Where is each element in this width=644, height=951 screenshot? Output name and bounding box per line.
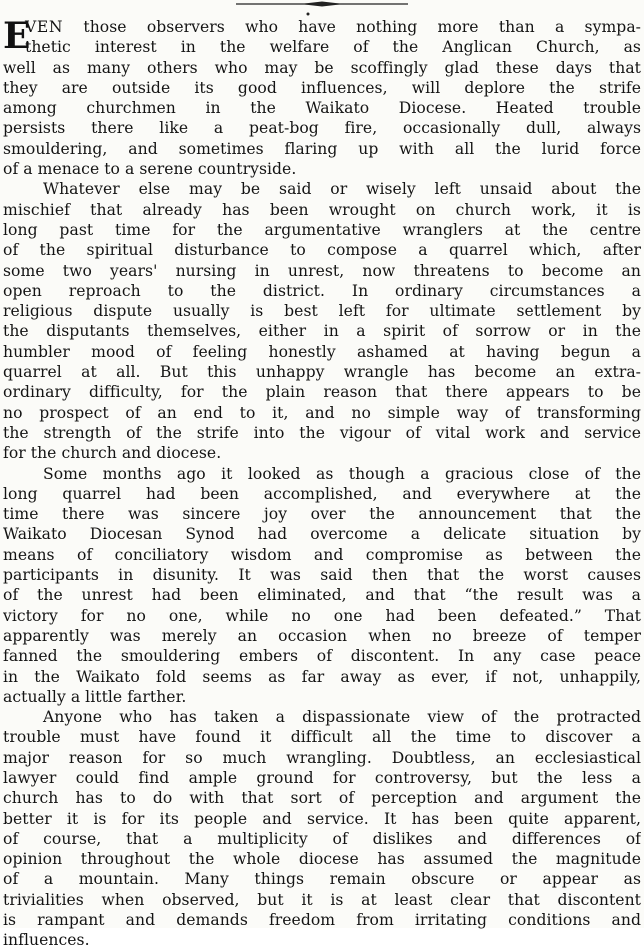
- article-line: Whatever else may be said or wisely left unsaid about the: [43, 180, 641, 199]
- article-line: better it is for its people and service. It has been quite apparent,: [3, 809, 641, 828]
- article-line: Anyone who has taken a dispassionate view of the protracted: [43, 708, 641, 727]
- article-line: Waikato Diocesan Synod had overcome a delicate situation by: [3, 525, 641, 544]
- article-line: lawyer could find ample ground for controversy, but the less a: [3, 768, 641, 787]
- article-line: church has to do with that sort of perception and argument the: [3, 789, 641, 808]
- article-line: trouble must have found it difficult all the time to discover a: [3, 728, 641, 747]
- article-line: in the Waikato fold seems as far away as ever, if not, unhappily,: [3, 667, 641, 686]
- article-line: some two years' nursing in unrest, now threatens to become an: [3, 261, 641, 280]
- article-line: mischief that already has been wrought on church work, it is: [3, 200, 641, 219]
- article-line: actually a little farther.: [3, 687, 187, 706]
- article-line: opinion throughout the whole diocese has assumed the magnitude: [3, 850, 641, 869]
- article-line: they are outside its good influences, will deplore the strife: [3, 78, 641, 97]
- article-line: of a menace to a serene countryside.: [3, 160, 297, 179]
- article-line: of the unrest had been eliminated, and that “the result was a: [3, 586, 641, 605]
- article-line: means of conciliatory wisdom and compromise as between the: [3, 545, 641, 564]
- article-line: is rampant and demands freedom from irritating conditions and: [3, 911, 641, 930]
- article-line: no prospect of an end to it, and no simple way of transforming: [3, 403, 641, 422]
- article-line: well as many others who may be scoffingly glad these days that: [3, 58, 641, 77]
- article-line: of course, that a multiplicity of dislikes and differences of: [3, 829, 641, 848]
- article-line: religious dispute usually is best left for ultimate settlement by: [3, 302, 641, 321]
- article-line: Some months ago it looked as though a gracious close of the: [43, 464, 641, 483]
- article-line: smouldering, and sometimes flaring up with all the lurid force: [3, 139, 641, 158]
- article-line: long quarrel had been accomplished, and everywhere at the: [3, 484, 641, 503]
- drop-cap: E: [3, 15, 31, 57]
- article-line: victory for no one, while no one had been defeated.” That: [3, 606, 641, 625]
- paragraph-2: [3, 179, 641, 463]
- paragraph-1: [3, 17, 641, 179]
- article-line: time there was sincere joy over the announcement that the: [3, 505, 641, 524]
- article-line: of the spiritual disturbance to compose a quarrel which, after: [3, 241, 641, 260]
- first-word-rest: VEN: [25, 18, 64, 36]
- article-line: fanned the smouldering embers of discontent. In any case peace: [3, 647, 641, 666]
- article-line: quarrel at all. But this unhappy wrangle has become an extra-: [3, 363, 641, 382]
- top-ornament-rule: [0, 0, 644, 16]
- article-line: influences.: [3, 931, 90, 950]
- paragraph-3: [3, 464, 641, 708]
- article-line: long past time for the argumentative wranglers at the centre: [3, 220, 641, 239]
- paragraph-4: [3, 707, 641, 951]
- article-line: of a mountain. Many things remain obscure or appear as: [3, 870, 641, 889]
- article-line: open reproach to the district. In ordinary circumstances a: [3, 281, 641, 300]
- article-line: major reason for so much wrangling. Doubtless, an ecclesiastical: [3, 748, 641, 767]
- article-line: among churchmen in the Waikato Diocese. Heated trouble: [3, 99, 641, 118]
- article-line: the disputants themselves, either in a spirit of sorrow or in the: [3, 322, 641, 341]
- editorial-article: [3, 17, 641, 951]
- article-line: ordinary difficulty, for the plain reason that there appears to be: [3, 383, 641, 402]
- article-line: apparently was merely an occasion when no breeze of temper: [3, 626, 641, 645]
- article-line: the strength of the strife into the vigour of vital work and service: [3, 423, 641, 442]
- article-line: persists there like a peat-bog fire, occasionally dull, always: [3, 119, 641, 138]
- article-line: humbler mood of feeling honestly ashamed at having begun a: [3, 342, 641, 361]
- article-line: VEN those observers who have nothing more than a sympa-: [25, 18, 641, 36]
- article-line: thetic interest in the welfare of the Anglican Church, as: [25, 38, 641, 57]
- article-line: for the church and diocese.: [3, 444, 222, 463]
- article-line: participants in disunity. It was said then that the worst causes: [3, 566, 641, 585]
- article-line: trivialities when observed, but it is at least clear that discontent: [3, 890, 641, 909]
